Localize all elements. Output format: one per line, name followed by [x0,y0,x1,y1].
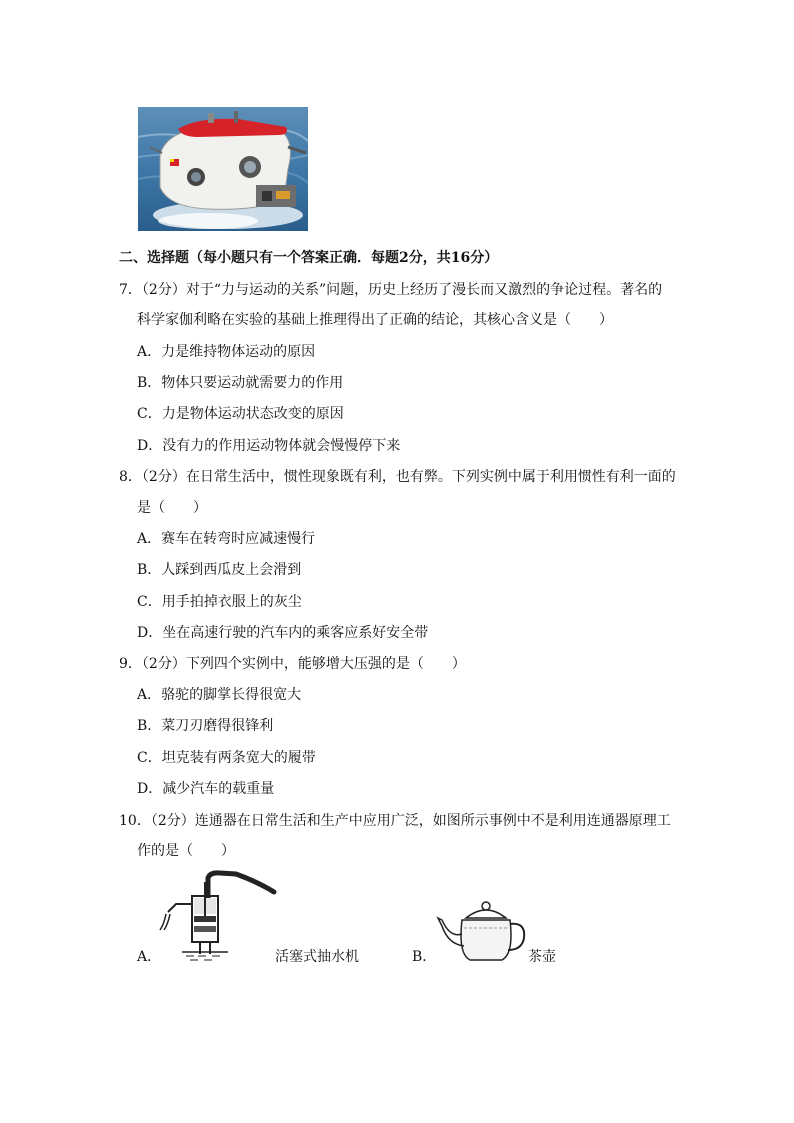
question-7-option-b[interactable]: B．物体只要运动就需要力的作用 [137,375,344,391]
question-10-option-a-caption: 活塞式抽水机 [275,949,359,965]
section-heading: 二、选择题（每小题只有一个答案正确．每题2分，共16分） [119,250,499,266]
piston-pump-figure [150,868,280,968]
question-7-stem-line2: 科学家伽利略在实验的基础上推理得出了正确的结论，其核心含义是（ ） [137,312,613,328]
question-7-stem-line1: 7．（2分）对于“力与运动的关系”问题，历史上经历了漫长而又激烈的争论过程。著名的 [119,282,663,298]
question-8-option-d[interactable]: D．坐在高速行驶的汽车内的乘客应系好安全带 [137,625,429,641]
question-8-stem-line2: 是（ ） [137,500,207,516]
teapot-figure [436,898,530,968]
question-8-option-b[interactable]: B．人踩到西瓜皮上会滑到 [137,562,302,578]
question-10-option-b-caption: 茶壶 [528,949,556,965]
question-10-option-a-letter[interactable]: A． [137,949,162,965]
question-8-option-a[interactable]: A．赛车在转弯时应减速慢行 [137,531,316,547]
question-8-stem-line1: 8．（2分）在日常生活中，惯性现象既有利，也有弊。下列实例中属于利用惯性有利一面的 [119,469,676,485]
question-7-option-c[interactable]: C．力是物体运动状态改变的原因 [137,406,344,422]
submersible-photo [138,107,308,231]
question-10-stem-line2: 作的是（ ） [137,843,235,859]
question-9-option-d[interactable]: D．减少汽车的载重量 [137,781,275,797]
question-10-option-b-letter[interactable]: B． [412,949,437,965]
question-10-stem-line1: 10．（2分）连通器在日常生活和生产中应用广泛，如图所示事例中不是利用连通器原理工 [119,813,671,829]
question-9-stem: 9．（2分）下列四个实例中，能够增大压强的是（ ） [119,656,466,672]
question-9-option-c[interactable]: C．坦克装有两条宽大的履带 [137,750,316,766]
question-8-option-c[interactable]: C．用手拍掉衣服上的灰尘 [137,594,302,610]
question-7-option-a[interactable]: A．力是维持物体运动的原因 [137,344,316,360]
question-9-option-a[interactable]: A．骆驼的脚掌长得很宽大 [137,687,302,703]
question-7-option-d[interactable]: D．没有力的作用运动物体就会慢慢停下来 [137,438,401,454]
question-9-option-b[interactable]: B．菜刀刃磨得很锋利 [137,718,274,734]
